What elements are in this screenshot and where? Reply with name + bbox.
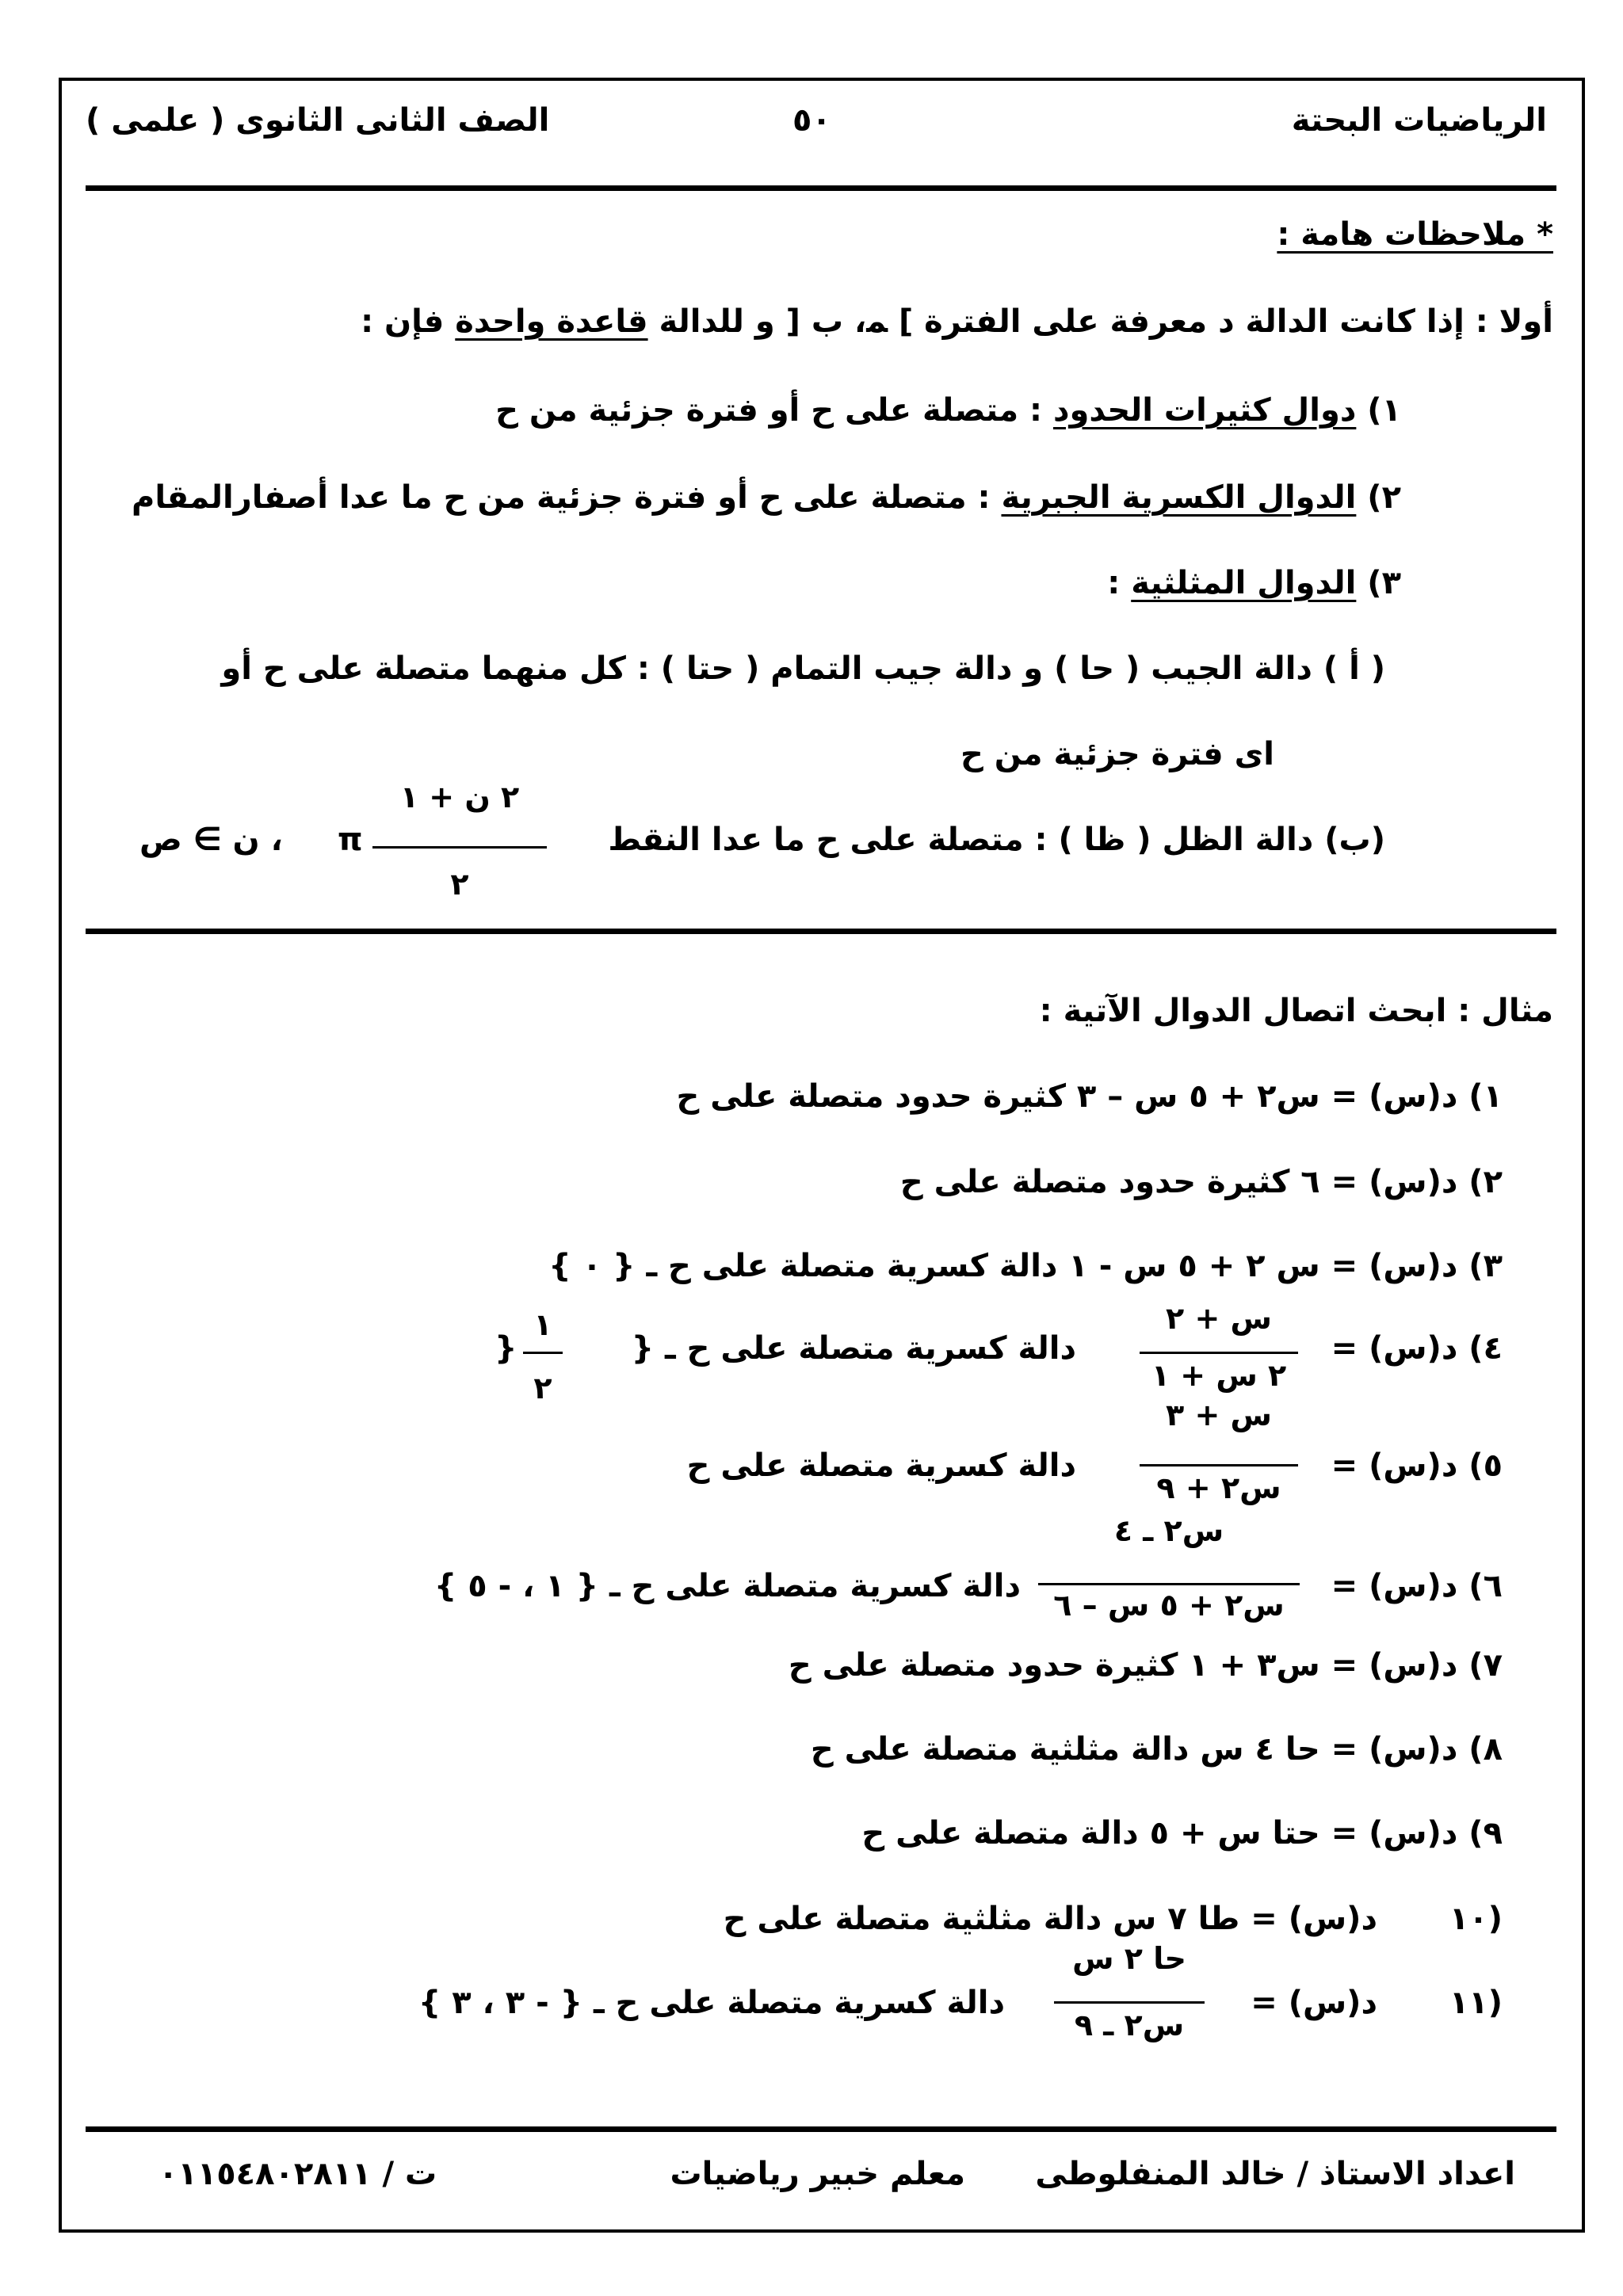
example-1: ١) د(س) = س٢ + ٥ س – ٣ كثيرة حدود متصلة على ح — [676, 1078, 1503, 1115]
note-item-3a-line1: ( أ ) دالة الجيب ( حا ) و دالة جيب التمام ( حتا ) : كل منهما متصلة على ح أو — [221, 650, 1385, 687]
header-rule — [86, 185, 1556, 191]
example-4-close: } — [495, 1330, 517, 1367]
example-8: ٨) د(س) = حا ٤ س دالة مثلثية متصلة على ح — [810, 1731, 1503, 1768]
note-item-2: ٢) الدوال الكسرية الجبرية : متصلة على ح أو فترة جزئية من ح ما عدا أصفارالمقام — [132, 479, 1401, 516]
note-item-3: ٣) الدوال المثلثية : — [1107, 565, 1401, 601]
example-5-rhs: دالة كسرية متصلة على ح — [686, 1447, 1076, 1484]
tan-fraction-numerator: ٢ ن + ١ — [399, 780, 520, 814]
example-4-half-bar — [523, 1352, 563, 1354]
example-3: ٣) د(س) = س ٢ + ٥ س - ١ دالة كسرية متصلة على ح ـ { ٠ } — [548, 1248, 1503, 1284]
example-6-bar — [1038, 1583, 1300, 1585]
grade-title: الصف الثانى الثانوى ( علمى ) — [86, 102, 550, 139]
footer-rule — [86, 2126, 1556, 2132]
note-item-3b-tail: ، ن ∋ ص — [139, 822, 283, 858]
example-5-lhs: ٥) د(س) = — [1331, 1447, 1503, 1484]
example-6-denominator: س٢ + ٥ س – ٦ — [1053, 1588, 1285, 1623]
example-11-lhs: د(س) = — [1251, 1985, 1377, 2021]
footer-phone: ت / ٠١١٥٤٨٠٢٨١١ — [158, 2156, 437, 2192]
example-10-number: ١٠) — [1449, 1901, 1503, 1937]
example-4-rhs: دالة كسرية متصلة على ح ـ { — [631, 1330, 1076, 1367]
pi-symbol: π — [338, 822, 363, 858]
example-5-numerator: س + ٣ — [1166, 1398, 1272, 1432]
example-11-rhs: دالة كسرية متصلة على ح ـ { - ٣ ، ٣ } — [418, 1985, 1005, 2021]
note-item-3a-line2: اى فترة جزئية من ح — [960, 736, 1274, 772]
example-4-half-denominator: ٢ — [533, 1371, 552, 1405]
example-11-number: ١١) — [1449, 1985, 1503, 2021]
page-number: ٥٠ — [792, 102, 831, 139]
example-4-bar — [1140, 1352, 1298, 1354]
footer-author: اعداد الاستاذ / خالد المنفلوطى — [1035, 2156, 1515, 2192]
note-item-1: ١) دوال كثيرات الحدود : متصلة على ح أو فترة جزئية من ح — [495, 392, 1401, 429]
notes-intro: أولا : إذا كانت الدالة د معرفة على الفترة ] ﻤ، ب [ و للدالة قاعدة واحدة فإن : — [361, 303, 1553, 340]
example-7: ٧) د(س) = س٣ + ١ كثيرة حدود متصلة على ح — [788, 1647, 1503, 1684]
example-6-lhs: ٦) د(س) = — [1331, 1568, 1503, 1604]
example-5-denominator: س٢ + ٩ — [1156, 1470, 1281, 1505]
example-11-bar — [1054, 2001, 1205, 2004]
note-item-3b: (ب) دالة الظل ( ظا ) : متصلة على ح ما عدا النقط — [608, 822, 1385, 858]
example-5-bar — [1140, 1464, 1298, 1466]
tan-fraction-denominator: ٢ — [450, 867, 469, 902]
example-11-numerator: حا ٢ س — [1072, 1941, 1186, 1976]
example-4-denominator: ٢ س + ١ — [1151, 1358, 1287, 1393]
example-4-lhs: ٤) د(س) = — [1331, 1330, 1503, 1367]
tan-fraction-bar — [372, 846, 547, 849]
example-title: مثال : ابحث اتصال الدوال الآتية : — [1039, 993, 1553, 1029]
example-11-denominator: س٢ ـ ٩ — [1074, 2008, 1185, 2042]
alpha-symbol: ﻤ — [866, 303, 888, 340]
example-4-half-numerator: ١ — [533, 1307, 552, 1342]
example-10: د(س) = طا ٧ س دالة مثلثية متصلة على ح — [723, 1901, 1377, 1937]
example-9: ٩) د(س) = حتا س + ٥ دالة متصلة على ح — [861, 1815, 1503, 1852]
notes-title: * ملاحظات هامة : — [1277, 216, 1553, 253]
footer-role: معلم خبير رياضيات — [670, 2156, 965, 2192]
example-6-numerator: س٢ ـ ٤ — [1113, 1513, 1224, 1548]
example-2: ٢) د(س) = ٦ كثيرة حدود متصلة على ح — [899, 1164, 1503, 1200]
notes-rule — [86, 929, 1556, 934]
example-4-numerator: س + ٢ — [1166, 1301, 1272, 1336]
subject-title: الرياضيات البحتة — [1291, 102, 1547, 139]
example-6-rhs: دالة كسرية متصلة على ح ـ { ١ ، - ٥ } — [433, 1568, 1021, 1604]
